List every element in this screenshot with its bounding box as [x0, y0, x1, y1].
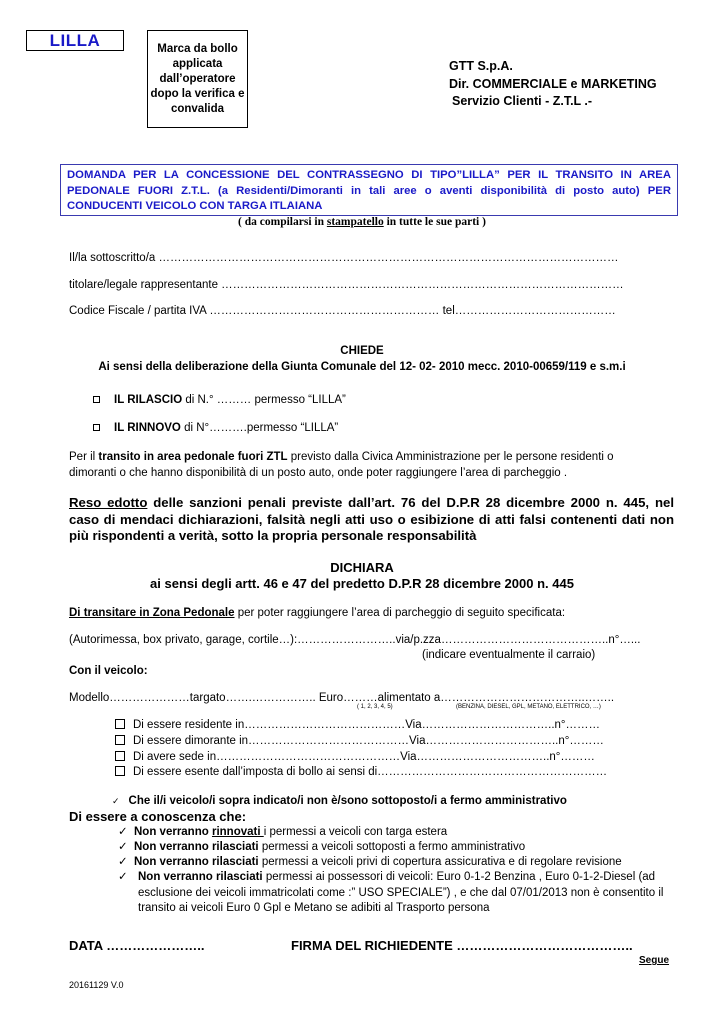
applicant-name-field[interactable]: Il/la sottoscritto/a …………………………………………………………………………………………………………	[69, 252, 619, 264]
checkbox-icon[interactable]	[115, 766, 125, 776]
awareness-item	[118, 870, 678, 917]
carraio-hint: (indicare eventualmente il carraio)	[422, 649, 596, 661]
parking-address-field[interactable]: (Autorimessa, box privato, garage, cortile…):……………………..via/p.zza……………………………………..n°…...	[69, 634, 641, 646]
transit-underlined: Di transitare in Zona Pedonale	[69, 607, 235, 619]
date-field[interactable]: DATA …………………..	[69, 938, 205, 953]
checkbox-icon[interactable]	[93, 396, 100, 403]
check-residente-text: Di essere residente in……………………………………Via……………………………..n°………	[133, 719, 601, 731]
option-rilascio-label: IL RILASCIO	[114, 394, 183, 406]
tax-code-field[interactable]: Codice Fiscale / partita IVA …………………………………………………… tel……………………………………	[69, 305, 616, 317]
check-dimorante-text: Di essere dimorante in……………………………………Via……………………………..n°………	[133, 735, 604, 747]
awareness-bold: Non verranno rilasciati	[134, 856, 259, 868]
fermo-text: Che il/i veicolo/i sopra indicato/i non è/sono sottoposto/i a fermo amministrativo	[128, 795, 567, 807]
checkbox-icon[interactable]	[115, 751, 125, 761]
checkmark-icon: ✓	[112, 796, 120, 806]
awareness-bold: Non verranno	[134, 826, 212, 838]
stamp-line: Marca da bollo	[157, 43, 238, 55]
stamp-line: dall’operatore	[159, 73, 236, 85]
awareness-text: permessi a veicoli sottoposti a fermo amministrativo	[258, 841, 526, 853]
dichiara-subheading: ai sensi degli artt. 46 e 47 del predetto D.P.R 28 dicembre 2000 n. 445	[150, 576, 574, 591]
company-division: Dir. COMMERCIALE e MARKETING	[449, 76, 657, 91]
note-underlined: stampatello	[326, 216, 384, 228]
penalty-text: delle sanzioni penali previste dall’art. 76 del D.P.R 28 dicembre 2000 n. 445, nel caso di mendaci dichiarazioni, falsità negli atti uso o esibizione di atti falsi contenenti dati non più rispondenti a verità, sotto la propria personale responsabilità	[69, 495, 674, 543]
continues-label: Segue	[639, 955, 670, 966]
purpose-rest: previsto dalla Civica Amministrazione per le persone residenti o dimoranti o che hanno disponibilità di un posto auto, onde poter raggiungere l’area di parcheggio .	[69, 451, 614, 479]
check-esente[interactable]	[115, 766, 607, 778]
purpose-pre: Per il	[69, 451, 99, 463]
chiede-heading: CHIEDE	[340, 345, 384, 357]
awareness-text: permessi a veicoli privi di copertura assicurativa e di regolare revisione	[258, 856, 622, 868]
stamp-line: convalida	[170, 103, 225, 115]
note-pre: ( da compilarsi in	[238, 216, 327, 228]
signature-field[interactable]: FIRMA DEL RICHIEDENTE …………………………………..	[291, 938, 633, 953]
chiede-subheading: Ai sensi della deliberazione della Giunta Comunale del 12- 02- 2010 mecc. 2010-00659/119 e s.m.i	[98, 361, 626, 373]
awareness-bold: Non verranno rilasciati	[134, 841, 259, 853]
awareness-bold: Non verranno rilasciati	[138, 871, 263, 883]
awareness-text: permessi ai possessori di veicoli: Euro 0-1-2 Benzina , Euro 0-1-2-Diesel (ad esclusione dei veicoli immatricolati come :” USO SPECIALE”) , e che dal 07/01/2013 non è consentito il transito ai veicoli Euro 0 Gpl e Metano se adibiti al Trasporto persona	[138, 871, 664, 914]
option-rinnovo[interactable]	[93, 422, 338, 434]
version-label: 20161129 V.0	[69, 980, 124, 990]
check-sede-text: Di avere sede in…………………………………………Via……………………………..n°………	[133, 751, 595, 763]
fermo-statement	[112, 795, 567, 807]
vehicle-heading: Con il veicolo:	[69, 665, 148, 677]
checkmark-icon: ✓	[118, 871, 128, 883]
stamp-line: applicata	[172, 58, 223, 70]
option-rinnovo-label: IL RINNOVO	[114, 422, 181, 434]
euro-hint: ( 1, 2, 3, 4, 5)	[357, 704, 393, 710]
awareness-item	[118, 825, 447, 841]
stamp-box	[147, 30, 248, 128]
check-esente-text: Di essere esente dall’imposta di bollo ai sensi di……………………………………………………	[133, 766, 608, 778]
checkmark-icon: ✓	[118, 841, 128, 853]
penalty-underlined: Reso edotto	[69, 495, 148, 510]
option-rinnovo-text: di N°……….permesso “LILLA”	[180, 422, 339, 434]
vehicle-model-field[interactable]: Modello…………………targato…….…………….. Euro………alimentato a………………………………..……..	[69, 692, 615, 704]
check-sede[interactable]	[115, 751, 595, 763]
checkbox-icon[interactable]	[93, 424, 100, 431]
awareness-underlined: rinnovati	[211, 826, 264, 838]
purpose-paragraph	[69, 450, 654, 481]
awareness-item	[118, 855, 622, 871]
purpose-bold: transito in area pedonale fuori ZTL	[98, 451, 288, 463]
option-rilascio-text: di N.° ……… permesso “LILLA”	[182, 394, 346, 406]
fill-instructions	[0, 216, 724, 228]
penalty-statement	[69, 495, 674, 545]
awareness-item	[118, 840, 525, 856]
checkbox-icon[interactable]	[115, 735, 125, 745]
awareness-text: i permessi a veicoli con targa estera	[263, 826, 448, 838]
fuel-hint: (BENZINA, DIESEL, GPL, METANO, ELETTRICO, …)	[456, 704, 601, 710]
check-dimorante[interactable]	[115, 735, 604, 747]
company-address	[449, 58, 657, 111]
company-name: GTT S.p.A.	[449, 59, 513, 73]
stamp-line: dopo la verifica e	[150, 88, 245, 100]
form-type-label: LILLA	[26, 30, 124, 51]
dichiara-heading: DICHIARA	[330, 560, 394, 575]
note-post: in tutte le sue parti )	[383, 216, 486, 228]
company-service: Servizio Clienti - Z.T.L .-	[452, 94, 593, 108]
checkmark-icon: ✓	[118, 826, 128, 838]
checkbox-icon[interactable]	[115, 719, 125, 729]
check-residente[interactable]	[115, 719, 600, 731]
transit-statement	[69, 607, 565, 619]
checkmark-icon: ✓	[118, 856, 128, 868]
transit-rest: per poter raggiungere l’area di parcheggio di seguito specificata:	[234, 607, 566, 619]
form-title: DOMANDA PER LA CONCESSIONE DEL CONTRASSEGNO DI TIPO”LILLA” PER IL TRANSITO IN AREA PEDONALE FUORI Z.T.L. (a Residenti/Dimoranti in tali aree o aventi disponibilità di posto auto) PER CONDUCENTI VEICOLO CON TARGA ITLAIANA	[60, 164, 678, 216]
option-rilascio[interactable]	[93, 394, 346, 406]
legal-representative-field[interactable]: titolare/legale rappresentante ……………………………………………………………………………………………	[69, 279, 624, 291]
awareness-heading: Di essere a conoscenza che:	[69, 809, 247, 824]
